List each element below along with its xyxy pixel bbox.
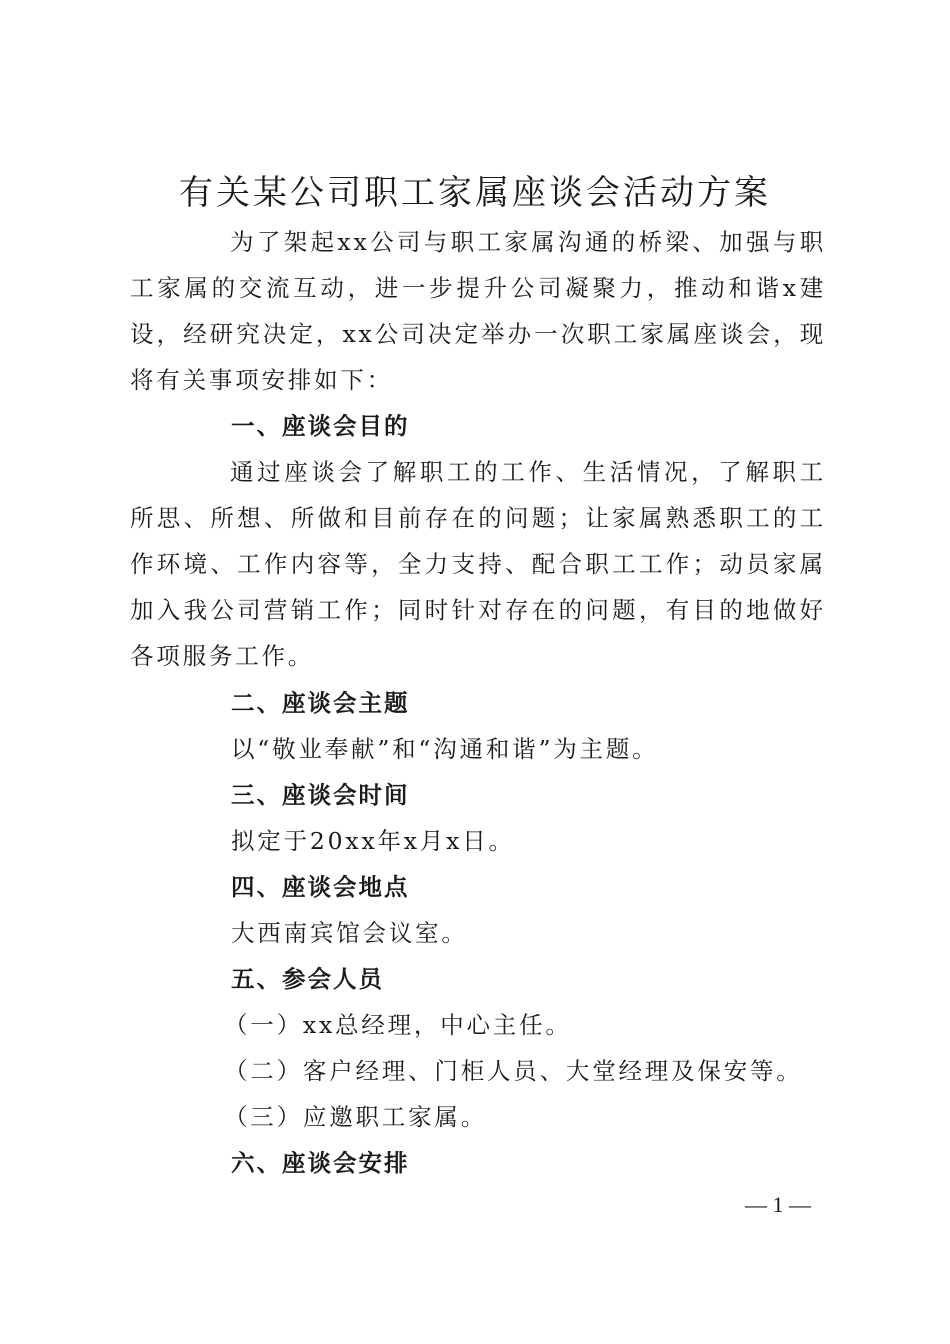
- intro-paragraph: 为了架起xx公司与职工家属沟通的桥梁、加强与职工家属的交流互动，进一步提升公司凝聚力，推动和谐x建设，经研究决定，xx公司决定举办一次职工家属座谈会，现将有关事项安排如下：: [130, 228, 826, 394]
- section-heading-arrangement: 六、座谈会安排: [231, 1149, 410, 1177]
- time-text: 拟定于20xx年x月x日。: [231, 827, 515, 855]
- purpose-paragraph: 通过座谈会了解职工的工作、生活情况，了解职工所思、所想、所做和目前存在的问题；让家属熟悉职工的工作环境、工作内容等，全力支持、配合职工工作；动员家属加入我公司营销工作；同时针对存在的问题，有目的地做好各项服务工作。: [130, 458, 826, 670]
- attendee-item: （三）应邀职工家属。: [224, 1103, 487, 1131]
- section-heading-theme: 二、座谈会主题: [231, 689, 410, 717]
- document-title: 有关某公司职工家属座谈会活动方案: [179, 173, 771, 213]
- attendee-item: （一）xx总经理，中心主任。: [224, 1011, 572, 1039]
- section-heading-attendees: 五、参会人员: [231, 965, 384, 993]
- theme-text: 以“敬业奉献”和“沟通和谐”为主题。: [231, 735, 659, 763]
- attendee-item: （二）客户经理、门柜人员、大堂经理及保安等。: [224, 1057, 803, 1085]
- section-heading-purpose: 一、座谈会目的: [231, 412, 410, 440]
- page-number: — 1 —: [745, 1192, 811, 1217]
- section-heading-time: 三、座谈会时间: [231, 781, 410, 809]
- section-heading-location: 四、座谈会地点: [231, 873, 410, 901]
- location-text: 大西南宾馆会议室。: [231, 919, 468, 947]
